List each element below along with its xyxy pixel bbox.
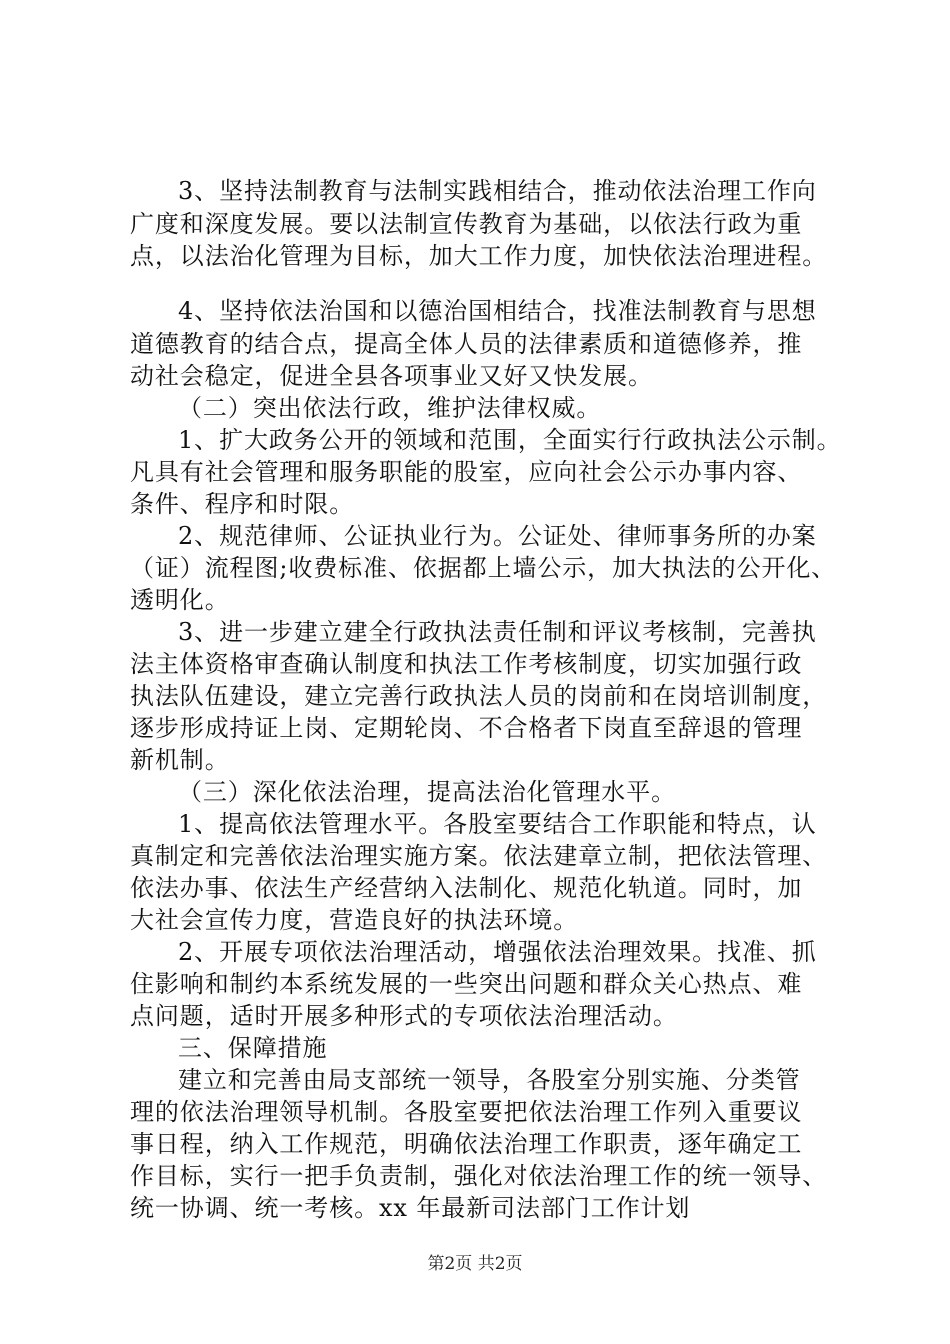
text-line: 凡具有社会管理和服务职能的股室，应向社会公示办事内容、 (130, 458, 803, 486)
page-footer: 第2页 共2页 (427, 1254, 523, 1274)
text-line: 住影响和制约本系统发展的一些突出问题和群众关心热点、难 (130, 970, 803, 998)
text-line: 3、坚持法制教育与法制实践相结合，推动依法治理工作向 (178, 177, 817, 205)
text-line: 理的依法治理领导机制。各股室要把依法治理工作列入重要议 (130, 1098, 803, 1126)
text-line: 点，以法治化管理为目标，加大工作力度，加快依法治理进程。 (130, 242, 828, 270)
text-line: 新机制。 (130, 746, 230, 774)
text-line: 1、提高依法管理水平。各股室要结合工作职能和特点，认 (178, 810, 817, 838)
text-line: 广度和深度发展。要以法制宣传教育为基础，以依法行政为重 (130, 210, 803, 238)
text-line: 建立和完善由局支部统一领导，各股室分别实施、分类管 (178, 1066, 801, 1094)
text-line: 透明化。 (130, 586, 230, 614)
text-line: 2、规范律师、公证执业行为。公证处、律师事务所的办案 (178, 522, 817, 550)
text-line: 逐步形成持证上岗、定期轮岗、不合格者下岗直至辞退的管理 (130, 714, 803, 742)
text-line: 依法办事、依法生产经营纳入法制化、规范化轨道。同时，加 (130, 874, 803, 902)
section-heading: 三、保障措施 (178, 1034, 328, 1062)
text-line: 1、扩大政务公开的领域和范围，全面实行行政执法公示制。 (178, 426, 842, 454)
section-heading: （三）深化依法治理，提高法治化管理水平。 (178, 778, 676, 806)
text-line: （证）流程图;收费标准、依据都上墙公示，加大执法的公开化、 (130, 554, 837, 582)
text-line: 条件、程序和时限。 (130, 490, 355, 518)
text-line: 法主体资格审查确认制度和执法工作考核制度，切实加强行政 (130, 650, 803, 678)
text-line: 执法队伍建设，建立完善行政执法人员的岗前和在岗培训制度， (130, 682, 828, 710)
text-line: 2、开展专项依法治理活动，增强依法治理效果。找准、抓 (178, 938, 817, 966)
text-line: 作目标，实行一把手负责制，强化对依法治理工作的统一领导、 (130, 1162, 828, 1190)
text-line: 点问题，适时开展多种形式的专项依法治理活动。 (130, 1002, 678, 1030)
text-line: 事日程，纳入工作规范，明确依法治理工作职责，逐年确定工 (130, 1130, 803, 1158)
text-line: 3、进一步建立建全行政执法责任制和评议考核制，完善执 (178, 618, 817, 646)
section-heading: （二）突出依法行政，维护法律权威。 (178, 394, 602, 422)
text-line: 统一协调、统一考核。xx 年最新司法部门工作计划 (130, 1194, 691, 1222)
text-line: 真制定和完善依法治理实施方案。依法建章立制，把依法管理、 (130, 842, 828, 870)
text-line: 动社会稳定，促进全县各项事业又好又快发展。 (130, 362, 653, 390)
text-line: 道德教育的结合点，提高全体人员的法律素质和道德修养，推 (130, 330, 803, 358)
text-line: 大社会宣传力度，营造良好的执法环境。 (130, 906, 579, 934)
text-line: 4、坚持依法治国和以德治国相结合，找准法制教育与思想 (178, 297, 817, 325)
